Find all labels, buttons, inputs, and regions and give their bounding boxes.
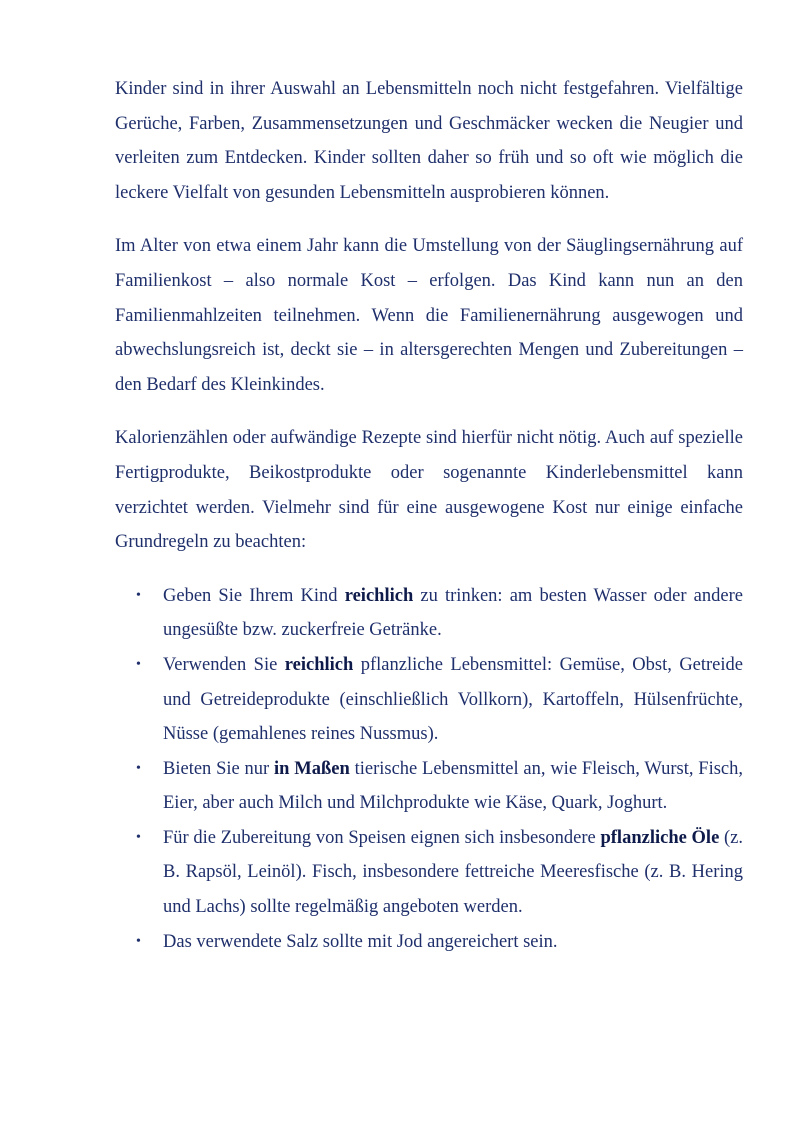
- list-item: • Bieten Sie nur in Maßen tierische Lebensmittel an, wie Fleisch, Wurst, Fisch, Eier, aber auch Milch und Milchprodukte wie Käse, Quark, Joghurt.: [115, 752, 743, 821]
- bullet-icon: •: [136, 829, 141, 845]
- list-item: • Verwenden Sie reichlich pflanzliche Lebensmittel: Gemüse, Obst, Getreide und Getreideprodukte (einschließlich Vollkorn), Kartoffeln, Hülsenfrüchte, Nüsse (gemahlenes reines Nussmus).: [115, 648, 743, 752]
- list-item: • Geben Sie Ihrem Kind reichlich zu trinken: am besten Wasser oder andere ungesüßte bzw. zuckerfreie Getränke.: [115, 579, 743, 648]
- bullet-icon: •: [136, 656, 141, 672]
- list-item: • Für die Zubereitung von Speisen eignen sich insbesondere pflanzliche Öle (z. B. Rapsöl, Leinöl). Fisch, insbesondere fettreiche Meeresfische (z. B. Hering und Lachs) sollte regelmäßig angeboten werden.: [115, 821, 743, 925]
- rules-list: [115, 579, 743, 960]
- paragraph-intro: Kinder sind in ihrer Auswahl an Lebensmitteln noch nicht festgefahren. Vielfältige Gerüche, Farben, Zusammensetzungen und Geschmäcker wecken die Neugier und verleiten zum Entdecken. Kinder sollten daher so früh und so oft wie möglich die leckere Vielfalt von gesunden Lebensmitteln ausprobieren können.: [115, 79, 743, 203]
- bullet-icon: •: [136, 587, 141, 603]
- document-page: [115, 72, 743, 959]
- list-item: • Das verwendete Salz sollte mit Jod angereichert sein.: [115, 925, 743, 960]
- paragraph-basic-rules: Kalorienzählen oder aufwändige Rezepte sind hierfür nicht nötig. Auch auf spezielle Fertigprodukte, Beikostprodukte oder sogenannte Kinderlebensmittel kann verzichtet werden. Vielmehr sind für eine ausgewogene Kost nur einige einfache Grundregeln zu beachten:: [115, 428, 743, 553]
- bullet-icon: •: [136, 933, 141, 949]
- bullet-icon: •: [136, 760, 141, 776]
- paragraph-family-food: Im Alter von etwa einem Jahr kann die Umstellung von der Säuglingsernährung auf Familienkost – also normale Kost – erfolgen. Das Kind kann nun an den Familienmahlzeiten teilnehmen. Wenn die Familienernährung ausgewogen und abwechslungsreich ist, deckt sie – in altersgerechten Mengen und Zubereitungen – den Bedarf des Kleinkindes.: [115, 236, 743, 395]
